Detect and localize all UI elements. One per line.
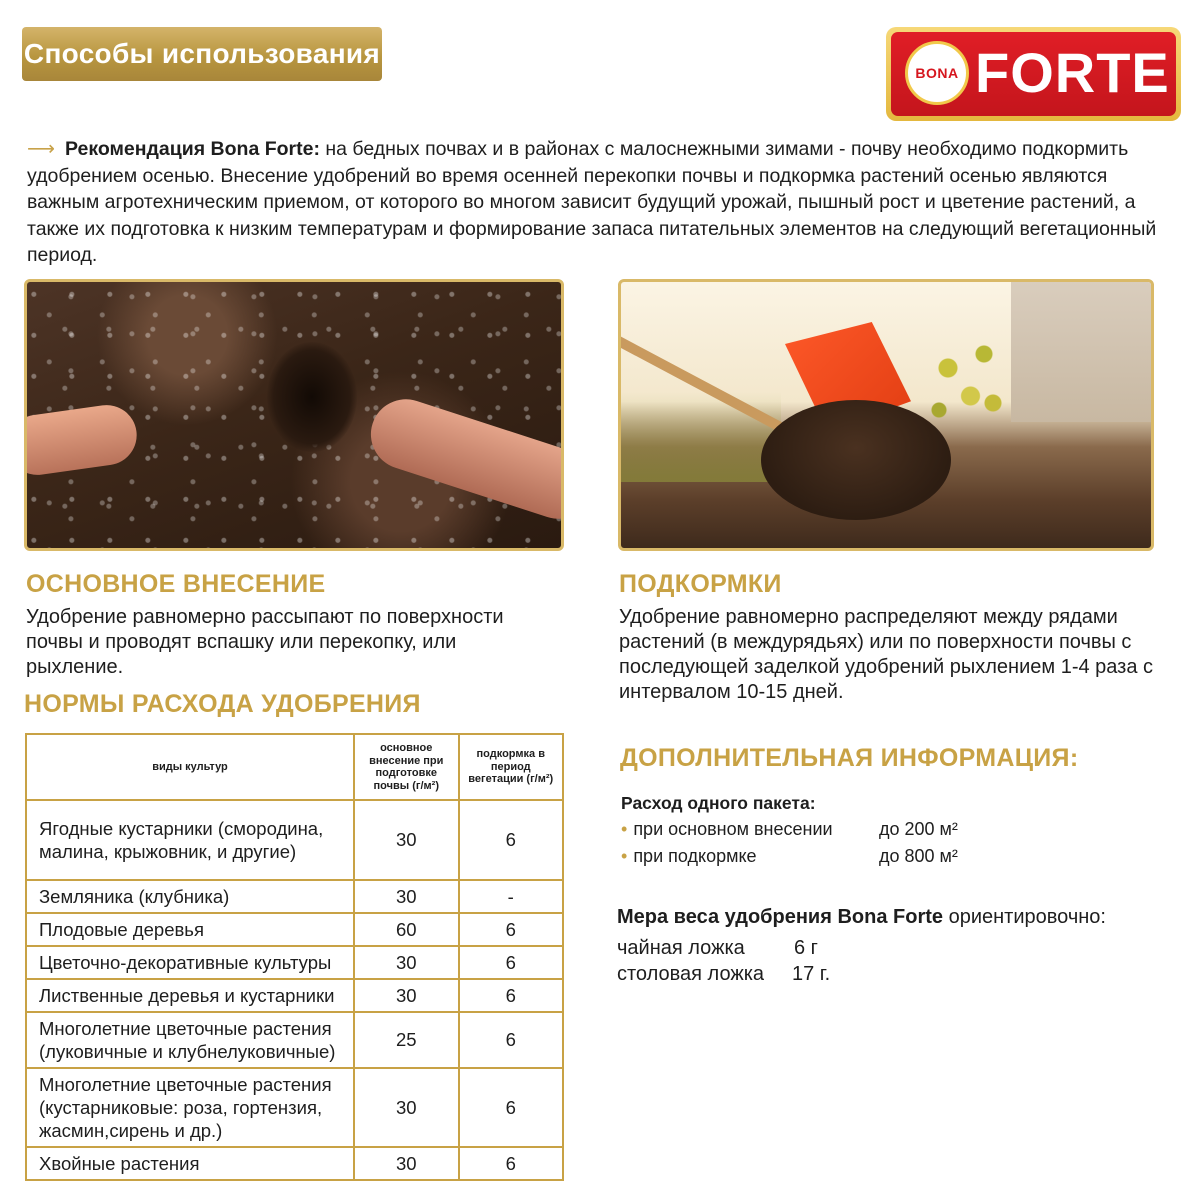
section-badge: Способы использования [22, 27, 382, 81]
shovel-photo [618, 279, 1154, 551]
feeding-title: ПОДКОРМКИ [619, 570, 782, 598]
basic-cell: 30 [354, 946, 459, 979]
additional-info-title: ДОПОЛНИТЕЛЬНАЯ ИНФОРМАЦИЯ: [620, 744, 1079, 772]
header-crop: виды культур [26, 734, 354, 800]
norms-title: НОРМЫ РАСХОДА УДОБРЕНИЯ [24, 690, 421, 718]
bullet-icon: • [621, 846, 628, 866]
usage-item [621, 846, 757, 867]
recommendation-lead: Рекомендация Bona Forte: [64, 138, 320, 160]
basic-cell: 60 [354, 913, 459, 946]
feeding-cell: - [459, 880, 563, 913]
arrow-icon: ⟶ [27, 138, 55, 160]
basic-application-text: Удобрение равномерно рассыпают по поверхности почвы и проводят вспашку или перекопку, или рыхление. [26, 606, 504, 678]
bona-forte-logo [886, 27, 1181, 121]
feeding-cell: 6 [459, 800, 563, 880]
logo-forte-word: FORTE [975, 41, 1170, 104]
table-row [26, 1147, 563, 1180]
usage-label: при основном внесении [633, 819, 833, 839]
grass [621, 392, 781, 482]
crop-cell: Многолетние цветочные растения (луковичные и клубнелуковичные) [26, 1012, 354, 1068]
right-hand [362, 390, 564, 528]
usage-value: до 800 м² [879, 846, 958, 866]
feeding-cell: 6 [459, 913, 563, 946]
usage-value: до 200 м² [879, 819, 958, 839]
basic-cell: 30 [354, 1068, 459, 1147]
basic-application-title: ОСНОВНОЕ ВНЕСЕНИЕ [26, 570, 326, 598]
soil-photo [24, 279, 564, 551]
house-background [1011, 282, 1151, 422]
basic-cell: 30 [354, 979, 459, 1012]
usage-title: Расход одного пакета: [621, 793, 816, 813]
crop-cell: Хвойные растения [26, 1147, 354, 1180]
table-row [26, 946, 563, 979]
feeding-cell: 6 [459, 1012, 563, 1068]
feeding-cell: 6 [459, 979, 563, 1012]
recommendation-text: на бедных почвах и в районах с малоснежными зимами - почву необходимо подкормить удобрением осенью. Внесение удобрений во время осенней перекопки почвы и подкормка растений осенью являются важным агротехническим приемом, от которого во многом зависит будущий урожай, пышный рост и цветение растений, а также их подготовка к низким температурам и формирование запаса питательных элементов на следующий вегетационный период. [27, 138, 1157, 266]
weight-value: 6 г [794, 937, 818, 959]
usage-item [621, 819, 833, 840]
weight-lead: Мера веса удобрения Bona Forte [617, 906, 944, 928]
soil-hole [267, 342, 357, 452]
bullet-icon: • [621, 819, 628, 839]
basic-cell: 30 [354, 800, 459, 880]
table-row [26, 880, 563, 913]
basic-cell: 30 [354, 880, 459, 913]
weight-heading [617, 906, 1106, 929]
header-basic: основное внесение при подготовке почвы (г/м²) [354, 734, 459, 800]
feeding-text: Удобрение равномерно распределяют между рядами растений (в междурядьях) или по поверхности почвы с последующей заделкой удобрений рыхлением 1-4 раза с интервалом 10-15 дней. [619, 606, 1154, 703]
logo-bona-circle: BONA [905, 41, 969, 105]
crop-cell: Земляника (клубника) [26, 880, 354, 913]
weight-tail: ориентировочно: [943, 906, 1106, 928]
usage-label: при подкормке [633, 846, 757, 866]
weight-label: столовая ложка [617, 963, 765, 985]
basic-cell: 25 [354, 1012, 459, 1068]
norms-table [25, 733, 564, 1181]
recommendation-paragraph [27, 136, 1177, 269]
header-feeding: подкормка в период вегетации (г/м²) [459, 734, 563, 800]
table-row [26, 979, 563, 1012]
table-row [26, 800, 563, 880]
young-plant [921, 312, 1011, 452]
feeding-cell: 6 [459, 1147, 563, 1180]
weight-label: чайная ложка [617, 937, 745, 959]
crop-cell: Плодовые деревья [26, 913, 354, 946]
table-header-row [26, 734, 563, 800]
crop-cell: Многолетние цветочные растения (кустарниковые: роза, гортензия, жасмин,сирень и др.) [26, 1068, 354, 1147]
crop-cell: Лиственные деревья и кустарники [26, 979, 354, 1012]
table-row [26, 1012, 563, 1068]
crop-cell: Ягодные кустарники (смородина, малина, крыжовник, и другие) [26, 800, 354, 880]
feeding-cell: 6 [459, 946, 563, 979]
crop-cell: Цветочно-декоративные культуры [26, 946, 354, 979]
table-row [26, 913, 563, 946]
feeding-cell: 6 [459, 1068, 563, 1147]
left-hand [24, 401, 141, 479]
table-row [26, 1068, 563, 1147]
basic-cell: 30 [354, 1147, 459, 1180]
weight-value: 17 г. [792, 963, 831, 985]
